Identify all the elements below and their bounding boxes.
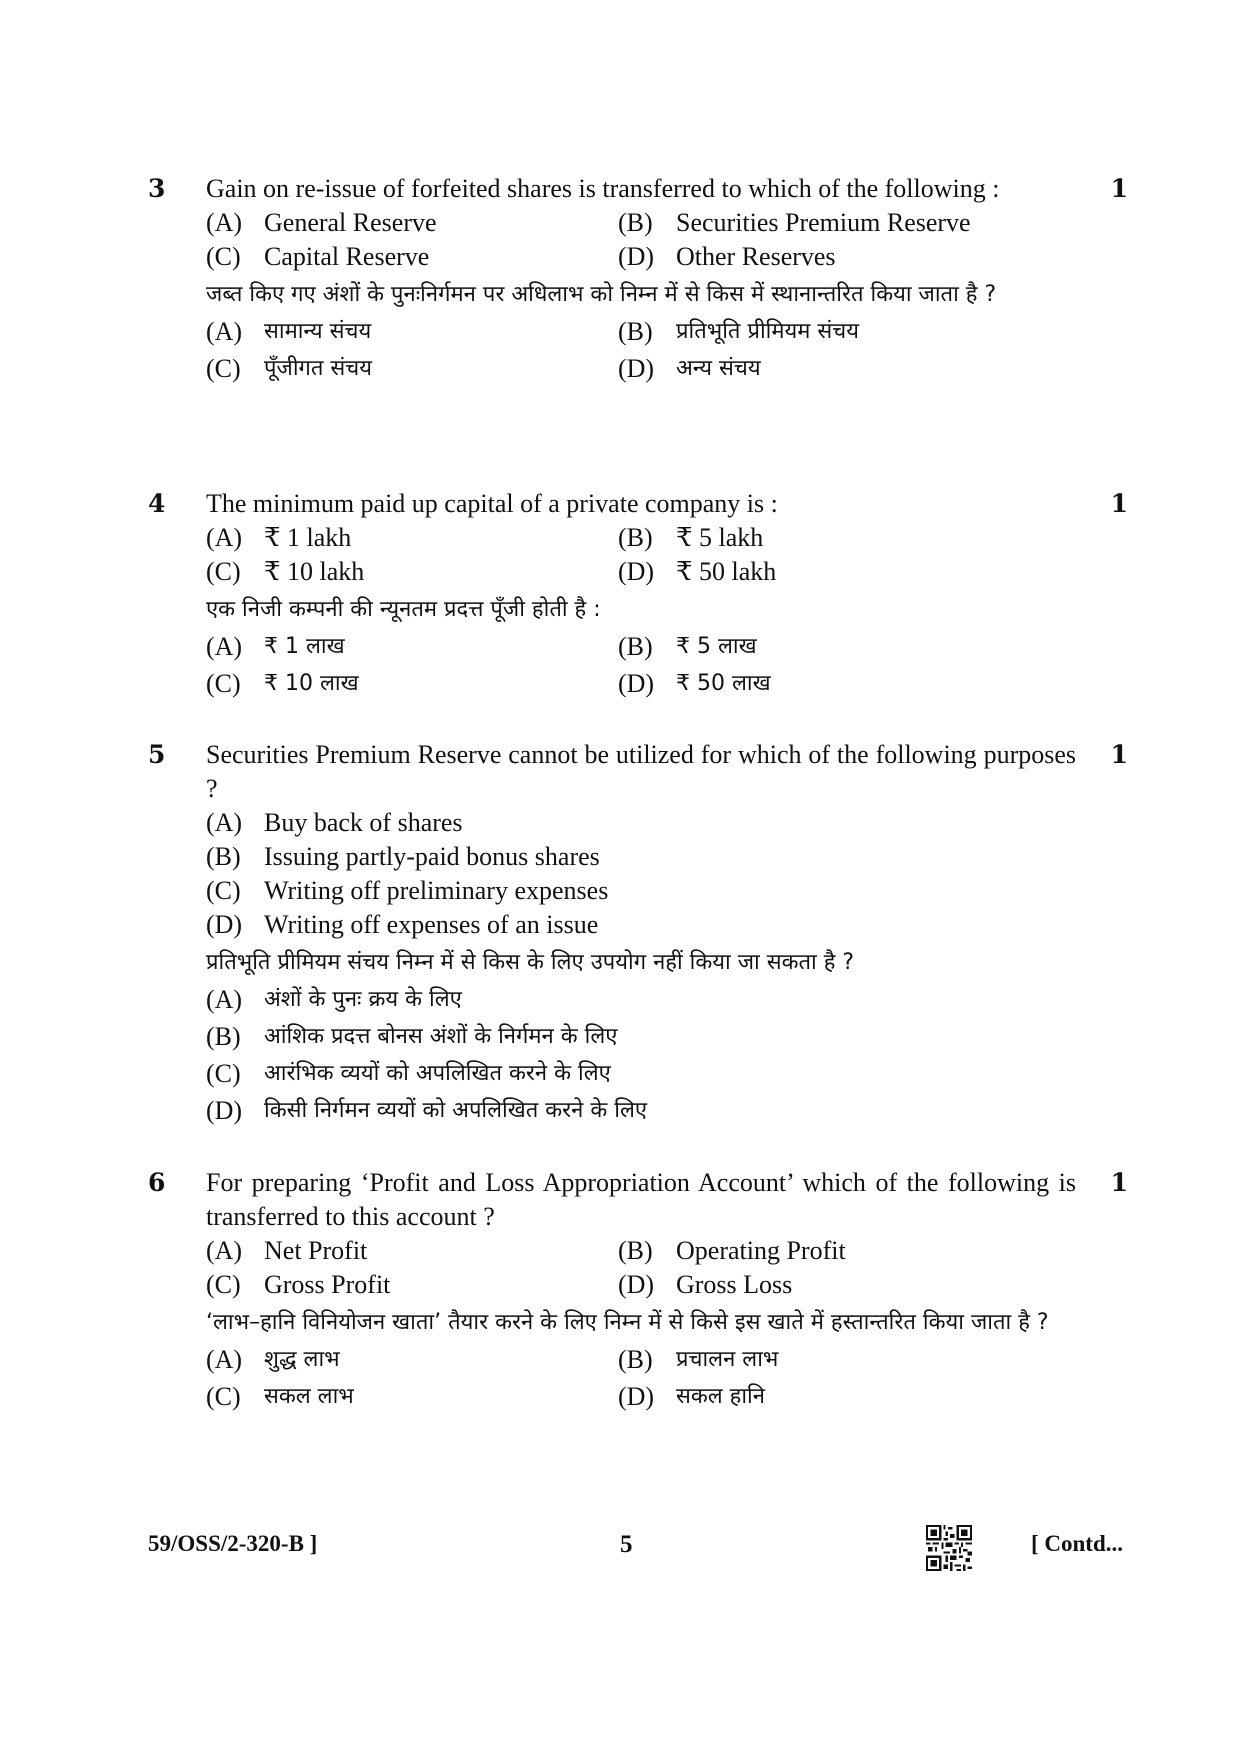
options-hindi [206, 628, 1076, 702]
option-d-english: (D) Writing off expenses of an issue [206, 910, 599, 939]
option-c-hindi: (C) सकल लाभ [206, 1382, 354, 1411]
option-b-english: (B) Securities Premium Reserve [618, 208, 971, 237]
options-english [206, 521, 1076, 589]
question-6 [148, 1166, 1128, 1415]
options-english [206, 206, 1076, 274]
question-stem-english: Gain on re-issue of forfeited shares is transferred to which of the following : [206, 174, 1000, 203]
question-stem-hindi: प्रतिभूति प्रीमियम संचय निम्न में से किस के लिए उपयोग नहीं किया जा सकता है ? [206, 950, 855, 975]
continued-marker: [ Contd... [1030, 1531, 1123, 1556]
options-hindi [206, 313, 1076, 387]
question-number: 6 [148, 1168, 166, 1197]
page-footer [148, 1525, 1123, 1565]
option-b-english: (B) ₹ 5 lakh [618, 523, 764, 552]
question-stem-english: For preparing ‘Profit and Loss Appropriation Account’ which of the following is transferred to this account ? [206, 1168, 1076, 1231]
question-number: 5 [148, 740, 166, 769]
option-d-hindi: (D) किसी निर्गमन व्ययों को अपलिखित करने के लिए [206, 1096, 648, 1125]
option-d-english: (D) ₹ 50 lakh [618, 557, 777, 586]
option-c-english: (C) Writing off preliminary expenses [206, 876, 609, 905]
question-4 [148, 487, 1128, 702]
question-stem-hindi: जब्त किए गए अंशों के पुनःनिर्गमन पर अधिलाभ को निम्न में से किस में स्थानान्तरित किया जाता है ? [206, 282, 997, 307]
options-hindi [206, 981, 1076, 1129]
question-5 [148, 738, 1128, 1129]
option-c-english: (C) ₹ 10 lakh [206, 557, 365, 586]
option-a-hindi: (A) ₹ 1 लाख [206, 632, 345, 661]
option-b-english: (B) Operating Profit [618, 1236, 846, 1265]
question-marks: 1 [1110, 174, 1128, 203]
question-stem-english: Securities Premium Reserve cannot be utilized for which of the following purposes ? [206, 740, 1076, 803]
option-a-hindi: (A) शुद्ध लाभ [206, 1345, 340, 1374]
question-stem-hindi: एक निजी कम्पनी की न्यूनतम प्रदत्त पूँजी होती है : [206, 597, 601, 622]
option-c-english: (C) Capital Reserve [206, 242, 430, 271]
option-d-english: (D) Gross Loss [618, 1270, 793, 1299]
question-stem-hindi: ‘लाभ–हानि विनियोजन खाता’ तैयार करने के लिए निम्न में से किसे इस खाते में हस्तान्तरित किया जाता है ? [206, 1310, 1049, 1335]
option-a-hindi: (A) सामान्य संचय [206, 317, 372, 346]
option-b-hindi: (B) आंशिक प्रदत्त बोनस अंशों के निर्गमन के लिए [206, 1022, 618, 1051]
option-a-english: (A) General Reserve [206, 208, 437, 237]
question-number: 4 [148, 489, 166, 518]
option-c-english: (C) Gross Profit [206, 1270, 391, 1299]
option-b-hindi: (B) ₹ 5 लाख [618, 632, 757, 661]
option-a-hindi: (A) अंशों के पुनः क्रय के लिए [206, 985, 462, 1014]
page-number: 5 [620, 1531, 633, 1558]
option-c-hindi: (C) आरंभिक व्ययों को अपलिखित करने के लिए [206, 1059, 611, 1088]
option-d-hindi: (D) अन्य संचय [618, 354, 761, 383]
question-stem-english: The minimum paid up capital of a private company is : [206, 489, 778, 518]
question-number: 3 [148, 174, 166, 203]
question-3 [148, 172, 1128, 387]
question-marks: 1 [1110, 489, 1128, 518]
question-marks: 1 [1110, 1168, 1128, 1197]
option-d-hindi: (D) ₹ 50 लाख [618, 669, 771, 698]
option-b-hindi: (B) प्रचालन लाभ [618, 1345, 779, 1374]
question-marks: 1 [1110, 740, 1128, 769]
option-b-english: (B) Issuing partly-paid bonus shares [206, 842, 600, 871]
option-a-english: (A) Net Profit [206, 1236, 368, 1265]
option-a-english: (A) ₹ 1 lakh [206, 523, 352, 552]
option-d-hindi: (D) सकल हानि [618, 1382, 765, 1411]
option-d-english: (D) Other Reserves [618, 242, 836, 271]
options-english [206, 806, 1076, 942]
option-b-hindi: (B) प्रतिभूति प्रीमियम संचय [618, 317, 860, 346]
paper-code: 59/OSS/2-320-B ] [148, 1531, 318, 1556]
option-c-hindi: (C) पूँजीगत संचय [206, 354, 373, 383]
option-a-english: (A) Buy back of shares [206, 808, 463, 837]
qr-code-icon [926, 1525, 972, 1571]
option-c-hindi: (C) ₹ 10 लाख [206, 669, 359, 698]
options-hindi [206, 1341, 1076, 1415]
options-english [206, 1234, 1076, 1302]
